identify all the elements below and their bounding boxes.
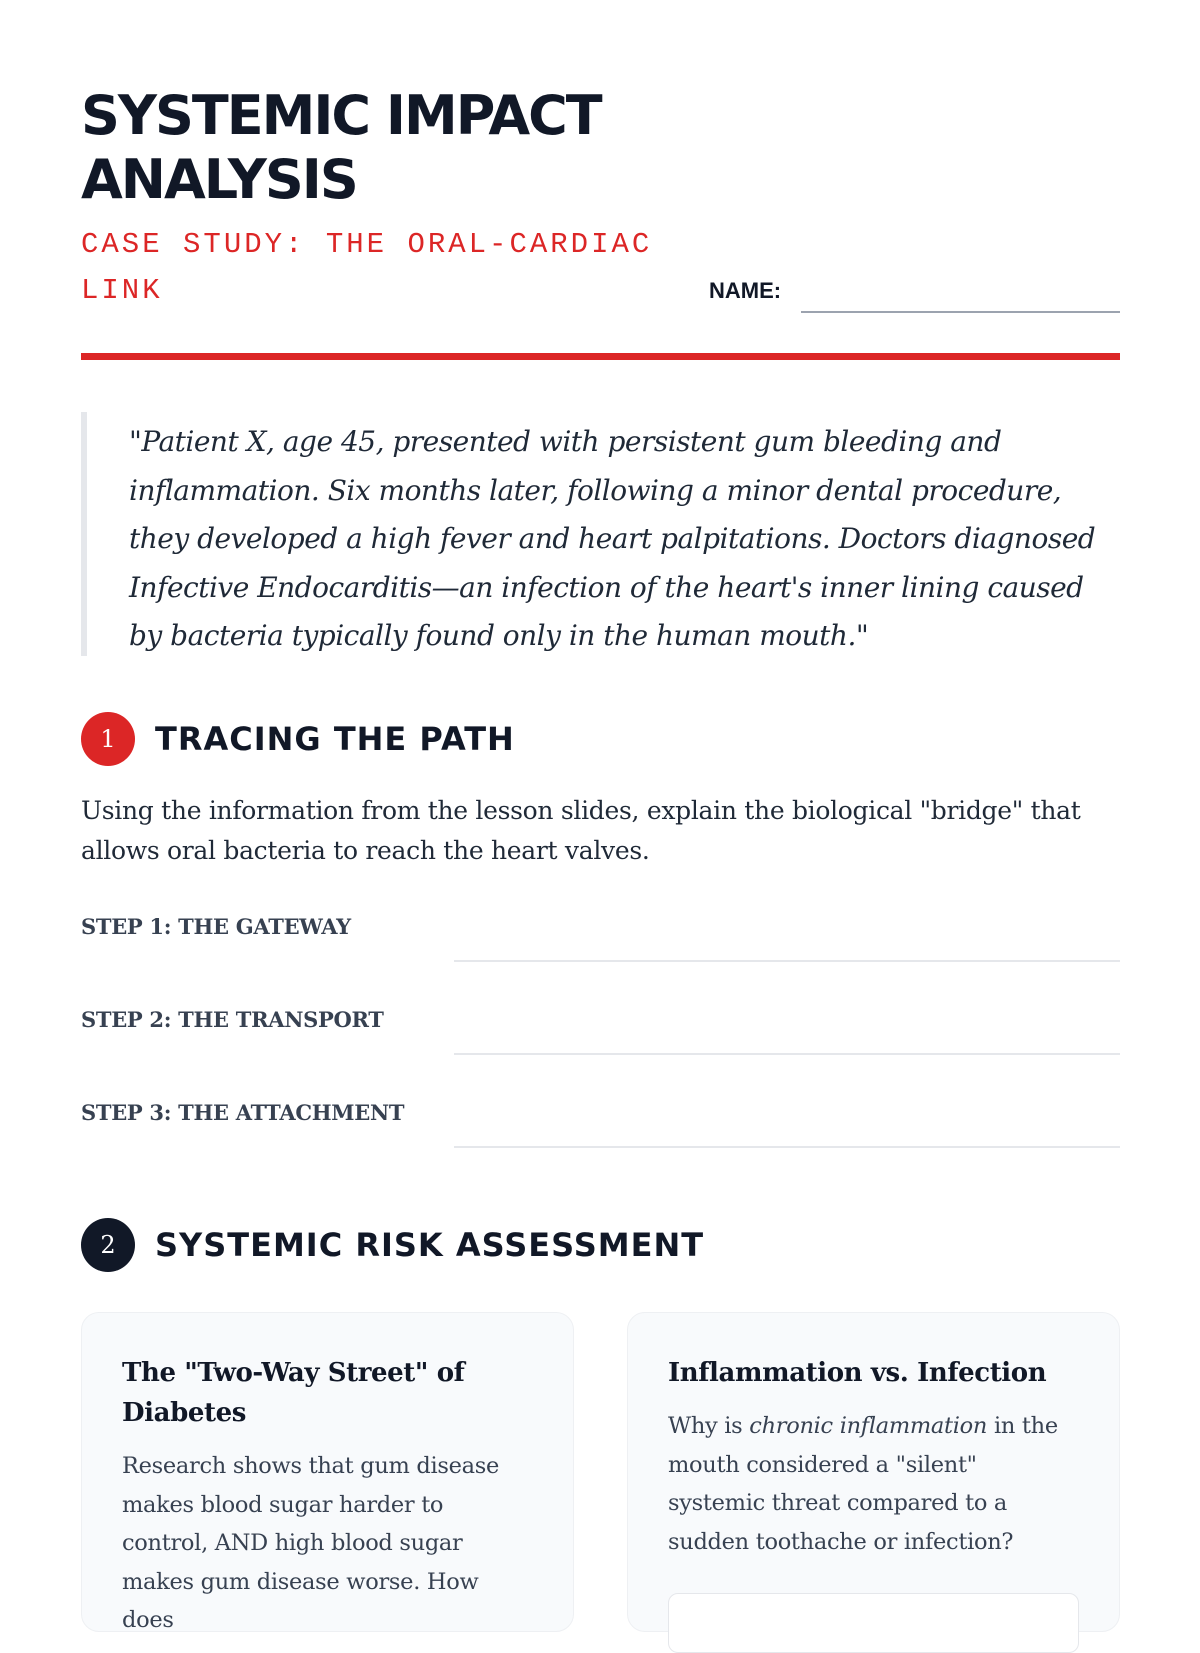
inflammation-body-start: Why is: [668, 1413, 750, 1439]
step-2-answer-line[interactable]: [454, 1053, 1120, 1055]
section-2-number-badge: 2: [81, 1218, 135, 1272]
inflammation-card-title: Inflammation vs. Infection: [668, 1358, 1047, 1388]
step-3-answer-line[interactable]: [454, 1146, 1120, 1148]
section-2-header: [81, 1218, 704, 1272]
step-3-label: STEP 3: THE ATTACHMENT: [81, 1100, 405, 1125]
inflammation-body-emphasis: chronic inflammation: [749, 1413, 988, 1439]
inflammation-card: [627, 1312, 1120, 1632]
section-1-instructions: Using the information from the lesson slides, explain the biological "bridge" that allows oral bacteria to reach the heart valves.: [81, 796, 1081, 865]
inflammation-card-body: [668, 1407, 1079, 1561]
header-divider: [81, 353, 1120, 360]
section-1-title: TRACING THE PATH: [155, 720, 515, 758]
case-quote-text: "Patient X, age 45, presented with persistent gum bleeding and inflammation. Six months later, following a minor dental procedure, they developed a high fever and heart palpitations. Doctors diagnosed Infective Endocarditis—an infection of the heart's inner lining caused by bacteria typically found only in the human mouth.": [129, 425, 1096, 652]
diabetes-card-title: The "Two-Way Street" of Diabetes: [122, 1358, 465, 1428]
step-1-label: STEP 1: THE GATEWAY: [81, 914, 351, 939]
step-row: [81, 914, 1120, 974]
section-1-header: [81, 712, 515, 766]
section-2-title: SYSTEMIC RISK ASSESSMENT: [155, 1226, 705, 1264]
diabetes-card: [81, 1312, 574, 1632]
step-2-label: STEP 2: THE TRANSPORT: [81, 1007, 384, 1032]
page-subtitle: CASE STUDY: THE ORAL-CARDIAC LINK: [81, 228, 653, 307]
diabetes-card-body: Research shows that gum disease makes blood sugar harder to control, AND high blood sugar makes gum disease worse. How does: [122, 1453, 500, 1633]
section-1-number-badge: 1: [81, 712, 135, 766]
inflammation-answer-box[interactable]: [668, 1593, 1079, 1653]
inflammation-body-end: in the mouth considered a "silent" systemic threat compared to a sudden toothache or infection?: [668, 1413, 1058, 1555]
page-title: SYSTEMIC IMPACT ANALYSIS: [81, 84, 601, 211]
step-1-answer-line[interactable]: [454, 960, 1120, 962]
name-label: NAME:: [709, 278, 782, 303]
name-input-line[interactable]: [801, 311, 1120, 313]
step-row: [81, 1100, 1120, 1160]
step-row: [81, 1007, 1120, 1067]
case-quote: [81, 412, 1120, 656]
